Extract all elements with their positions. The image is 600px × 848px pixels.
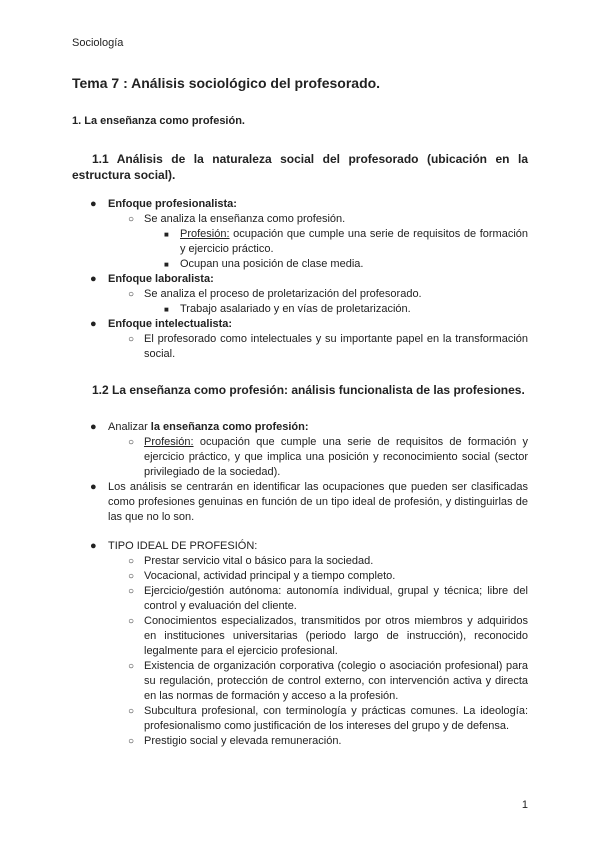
item-text: Existencia de organización corporativa (colegio o asociación profesional) para su regulación, protección de control externo, con intervención activa y directa en las normas de formación y acceso a la profesión. [144,660,528,702]
list-item [72,302,528,317]
bullet-marker: ● [90,421,97,433]
definition-text: ocupación que cumple una serie de requisitos de formación y ejercicio práctico, y que implica una posición y reconocimiento social (sector privilegiado de la sociedad). [144,436,528,478]
list-item [72,287,528,302]
list-item [72,659,528,704]
item-text: Ocupan una posición de clase media. [180,258,364,270]
circle-marker: ○ [128,334,135,345]
circle-marker: ○ [128,616,135,627]
list-item [72,435,528,480]
item-text: Prestar servicio vital o básico para la sociedad. [144,555,374,567]
circle-marker: ○ [128,437,135,448]
item-text: Trabajo asalariado y en vías de proletarización. [180,303,411,315]
item-text: Prestigio social y elevada remuneración. [144,735,342,747]
square-marker: ■ [164,230,169,239]
item-text: Vocacional, actividad principal y a tiempo completo. [144,570,396,582]
list-item [72,569,528,584]
enfoque-label: Enfoque laboralista: [108,273,214,285]
circle-marker: ○ [128,214,135,225]
list-item-enfoque-intelectualista [72,317,528,332]
bullet-marker: ● [90,481,97,493]
list-item [72,212,528,227]
page-number: 1 [521,799,528,811]
term-profesion: Profesión: [144,436,194,448]
circle-marker: ○ [128,661,135,672]
list-item [72,554,528,569]
analisis-text: Los análisis se centrarán en identificar las ocupaciones que pueden ser clasificadas como profesiones genuinas en función de un tipo ideal de profesión, y distinguirlas de las que no lo son. [108,481,528,523]
list-item [72,257,528,272]
analizar-prefix: Analizar [108,421,151,433]
list-item-tipo-ideal [72,539,528,554]
list-item [72,584,528,614]
square-marker: ■ [164,260,169,269]
term-profesion: Profesión: [180,228,230,240]
subsection-heading-1-2: 1.2 La enseñanza como profesión: análisis funcionalista de las profesiones. [92,383,525,397]
circle-marker: ○ [128,586,135,597]
list-item [72,704,528,734]
enfoque-label: Enfoque profesionalista: [108,198,237,210]
list-item-enfoque-laboralista [72,272,528,287]
section-heading-1: 1. La enseñanza como profesión. [72,115,245,127]
circle-marker: ○ [128,571,135,582]
definition-text: ocupación que cumple una serie de requisitos de formación y ejercicio práctico. [180,228,528,255]
page-header: Sociología [72,37,124,49]
list-item [72,734,528,749]
square-marker: ■ [164,305,169,314]
item-text: Subcultura profesional, con terminología y prácticas comunes. La ideología: profesionalismo como justificación de los intereses del grupo y de defensa. [144,705,528,732]
item-text: Conocimientos especializados, transmitidos por otros miembros y adquiridos en instituciones universitarias (periodo largo de instrucción), reconocido legalmente para el ejercicio profesional. [144,615,528,657]
enfoque-description: Se analiza la enseñanza como profesión. [144,213,346,225]
bullet-marker: ● [90,198,97,210]
document-title: Tema 7 : Análisis sociológico del profesorado. [72,75,381,91]
circle-marker: ○ [128,706,135,717]
circle-marker: ○ [128,289,135,300]
bullet-marker: ● [90,540,97,552]
enfoque-description: El profesorado como intelectuales y su importante papel en la transformación social. [144,333,528,360]
circle-marker: ○ [128,556,135,567]
tipo-ideal-list [72,539,528,749]
list-item-analizar [72,420,528,435]
list-item [72,227,528,257]
enfoque-description: Se analiza el proceso de proletarización del profesorado. [144,288,422,300]
list-item [72,614,528,659]
list-item-enfoque-profesionalista [72,197,528,212]
tipo-ideal-heading: TIPO IDEAL DE PROFESIÓN: [108,540,258,552]
list-item-analisis [72,480,528,525]
subsection-heading-1-1: 1.1 Análisis de la naturaleza social del profesorado (ubicación en la estructura social). [72,152,528,182]
analizar-bold: la enseñanza como profesión: [150,421,309,433]
funcionalista-list [72,420,528,525]
bullet-marker: ● [90,318,97,330]
circle-marker: ○ [128,736,135,747]
item-text: Ejercicio/gestión autónoma: autonomía individual, grupal y técnica; libre del control y evaluación del cliente. [144,585,528,612]
list-item [72,332,528,362]
document-body [72,74,528,749]
enfoques-list [72,197,528,362]
bullet-marker: ● [90,273,97,285]
enfoque-label: Enfoque intelectualista: [108,318,233,330]
